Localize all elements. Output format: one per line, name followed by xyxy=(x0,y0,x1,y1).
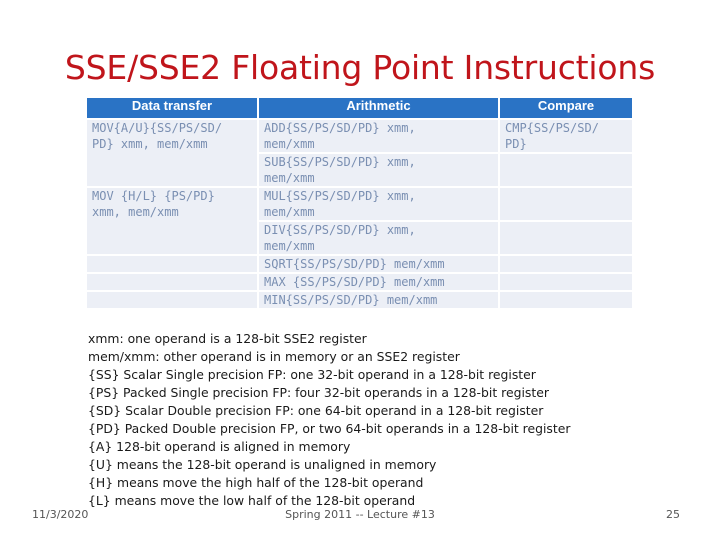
compare-empty-cell xyxy=(499,187,633,221)
note-line: mem/xmm: other operand is in memory or an SSE2 register xyxy=(88,349,460,364)
data-transfer-empty-cell xyxy=(86,255,258,273)
header-arithmetic: Arithmetic xyxy=(258,97,499,119)
header-compare: Compare xyxy=(499,97,633,119)
compare-empty-cell xyxy=(499,153,633,187)
note-line: {PS} Packed Single precision FP: four 32-bit operands in a 128-bit register xyxy=(88,385,549,400)
compare-empty-cell xyxy=(499,255,633,273)
compare-empty-cell xyxy=(499,273,633,291)
compare-empty-cell xyxy=(499,221,633,255)
note-line: {SD} Scalar Double precision FP: one 64-bit operand in a 128-bit register xyxy=(88,403,544,418)
note-line: {U} means the 128-bit operand is unaligned in memory xyxy=(88,457,437,472)
header-data-transfer: Data transfer xyxy=(86,97,258,119)
arith-mul: MUL{SS/PS/SD/PD} xmm, mem/xmm xyxy=(258,187,499,221)
data-transfer-empty-cell xyxy=(86,273,258,291)
table-header-row xyxy=(86,97,633,119)
data-transfer-mov-au: MOV{A/U}{SS/PS/SD/ PD} xmm, mem/xmm xyxy=(86,119,258,187)
notes-list xyxy=(88,330,648,510)
table-row xyxy=(86,119,633,153)
slide-title: SSE/SSE2 Floating Point Instructions xyxy=(64,48,656,87)
compare-cmp: CMP{SS/PS/SD/ PD} xyxy=(499,119,633,153)
arith-add: ADD{SS/PS/SD/PD} xmm, mem/xmm xyxy=(258,119,499,153)
arith-div: DIV{SS/PS/SD/PD} xmm, mem/xmm xyxy=(258,221,499,255)
note-line: {PD} Packed Double precision FP, or two 64-bit operands in a 128-bit register xyxy=(88,421,571,436)
arith-max: MAX {SS/PS/SD/PD} mem/xmm xyxy=(258,273,499,291)
instruction-table xyxy=(85,96,634,310)
table-row xyxy=(86,291,633,309)
arith-sqrt: SQRT{SS/PS/SD/PD} mem/xmm xyxy=(258,255,499,273)
note-line: xmm: one operand is a 128-bit SSE2 register xyxy=(88,331,367,346)
footer-lecture: Spring 2011 -- Lecture #13 xyxy=(285,508,435,521)
table-row xyxy=(86,273,633,291)
compare-empty-cell xyxy=(499,291,633,309)
page-number: 25 xyxy=(666,508,680,521)
data-transfer-mov-hl: MOV {H/L} {PS/PD} xmm, mem/xmm xyxy=(86,187,258,255)
table-row xyxy=(86,255,633,273)
footer-date: 11/3/2020 xyxy=(32,508,89,521)
table-row xyxy=(86,187,633,221)
note-line: {L} means move the low half of the 128-bit operand xyxy=(88,493,416,508)
note-line: {H} means move the high half of the 128-bit operand xyxy=(88,475,424,490)
arith-min: MIN{SS/PS/SD/PD} mem/xmm xyxy=(258,291,499,309)
note-line: {SS} Scalar Single precision FP: one 32-bit operand in a 128-bit register xyxy=(88,367,536,382)
data-transfer-empty-cell xyxy=(86,291,258,309)
note-line: {A} 128-bit operand is aligned in memory xyxy=(88,439,351,454)
arith-sub: SUB{SS/PS/SD/PD} xmm, mem/xmm xyxy=(258,153,499,187)
